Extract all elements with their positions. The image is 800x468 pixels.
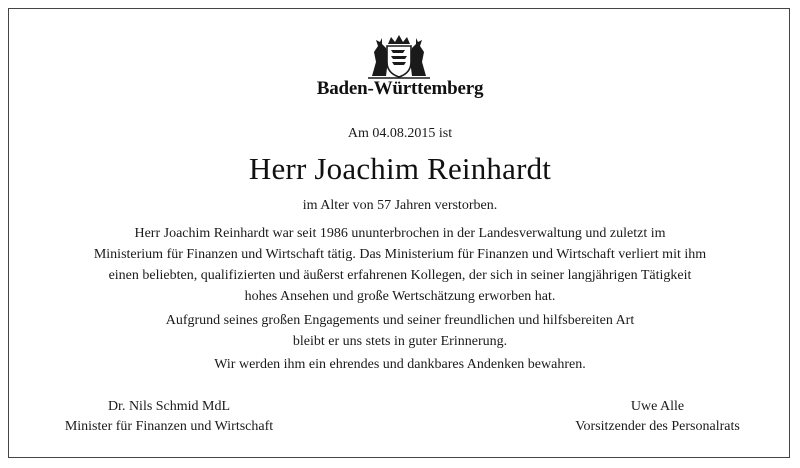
signatory-title: Minister für Finanzen und Wirtschaft — [64, 419, 274, 434]
paragraph-line: einen beliebten, qualifizierten und äußerst erfahrenen Kollegen, der sich in seiner langjährigen Tätigkeit — [108, 268, 692, 283]
signatory-title: Vorsitzender des Personalrats — [575, 419, 740, 434]
paragraph-line: Herr Joachim Reinhardt war seit 1986 ununterbrochen in der Landesverwaltung und zuletzt im — [134, 226, 666, 241]
signatory-minister — [44, 397, 294, 437]
date-line: Am 04.08.2015 ist — [347, 126, 453, 141]
paragraph-line: Ministerium für Finanzen und Wirtschaft tätig. Das Ministerium für Finanzen und Wirtschaft verliert mit ihm — [93, 247, 707, 262]
paragraph-line: bleibt er uns stets in guter Erinnerung. — [292, 334, 508, 349]
obituary-closing-line — [60, 354, 740, 375]
deceased-name: Herr Joachim Reinhardt — [248, 151, 552, 186]
state-name: Baden-Württemberg — [316, 78, 484, 99]
obituary-paragraph-remembrance — [60, 310, 740, 352]
signatory-name: Uwe Alle — [630, 399, 685, 414]
paragraph-line: Wir werden ihm ein ehrendes und dankbares Andenken bewahren. — [214, 357, 586, 372]
state-coat-of-arms-icon — [366, 32, 432, 80]
obituary-paragraph-career — [60, 223, 740, 307]
signatory-staff-council — [545, 397, 770, 437]
paragraph-line: Aufgrund seines großen Engagements und seiner freundlichen und hilfsbereiten Art — [165, 313, 635, 328]
paragraph-line: hohes Ansehen und große Wertschätzung erworben hat. — [244, 289, 556, 304]
age-line: im Alter von 57 Jahren verstorben. — [302, 198, 498, 213]
signatory-name: Dr. Nils Schmid MdL — [107, 399, 231, 414]
